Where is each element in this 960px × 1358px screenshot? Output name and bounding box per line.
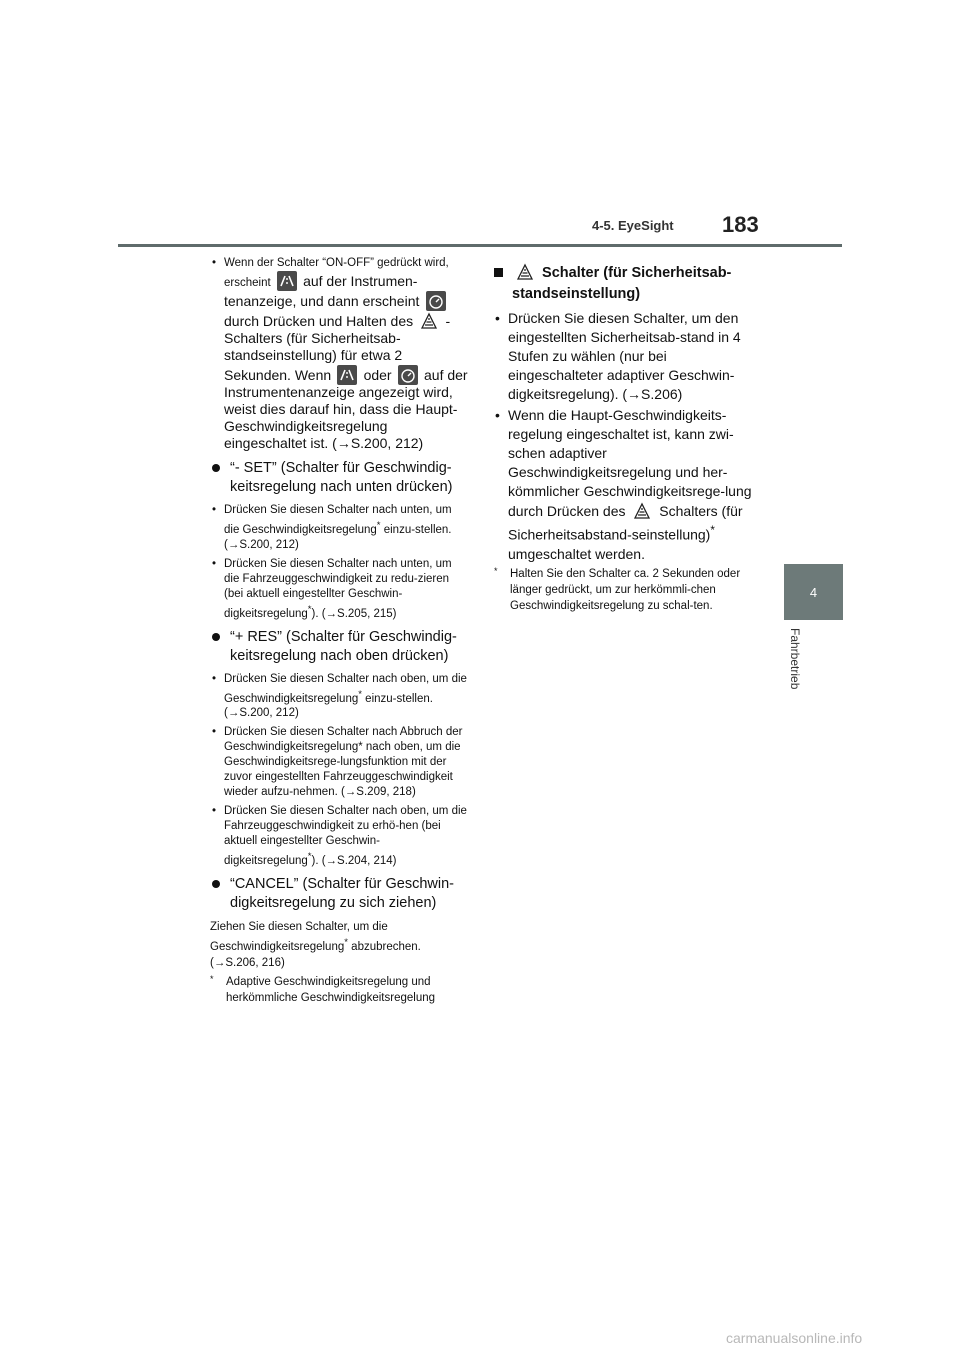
cruise-green-icon xyxy=(337,365,357,385)
bullet-set-1: • Drücken Sie diesen Schalter nach unten, um die Geschwindigkeitsregelung* einzu-stellen. (→S.200, 212) xyxy=(210,503,470,553)
heading-res: “+ RES” (Schalter für Geschwindig-keitsregelung nach oben drücken) xyxy=(210,628,470,666)
bullet-res-3: • Drücken Sie diesen Schalter nach oben, um die Fahrzeuggeschwindigkeit zu erhö-hen (bei aktuell eingestellter Geschwin-digkeitsregelung*). (→S.204, 214) xyxy=(210,804,470,869)
header-rule xyxy=(118,244,842,247)
distance-switch-icon xyxy=(632,501,652,521)
cruise-white-icon xyxy=(426,291,446,311)
watermark: carmanualsonline.info xyxy=(726,1330,863,1346)
bullet-distance-1: • Drücken Sie diesen Schalter, um den eingestellten Sicherheitsab-stand in 4 Stufen zu wählen (nur bei eingeschalteter adaptiver Geschwin-digkeitsregelung). (→S.206) xyxy=(494,309,756,404)
page-number: 183 xyxy=(722,212,759,237)
heading-set: “- SET” (Schalter für Geschwindig-keitsregelung nach unten drücken) xyxy=(210,459,470,497)
section-title: 4-5. EyeSight xyxy=(592,218,674,233)
distance-switch-heading: Schalter (für Sicherheitsab-standseinstellung) xyxy=(494,262,756,305)
distance-switch-icon xyxy=(419,311,439,331)
bullet-on-off: • Wenn der Schalter “ON-OFF” gedrückt wird, erscheint auf der Instrumen-tenanzeige, und dann erscheint durch Drücken und Halten des -Schalters (für Sicherheitsab-standseinstellung) für etwa 2 Sekunden. Wenn oder auf der Instrumentenanzeige angezeigt wird, weist dies darauf hin, dass die Haupt-Geschwindigkeitsregelung eingeschaltet ist. (→S.200, 212) xyxy=(210,256,470,453)
bullet-set-2: • Drücken Sie diesen Schalter nach unten, um die Fahrzeuggeschwindigkeit zu redu-zieren (bei aktuell eingestellter Geschwin-digkeitsregelung*). (→S.205, 215) xyxy=(210,557,470,622)
chapter-tab[interactable]: 4 xyxy=(784,564,843,620)
cruise-white-icon xyxy=(398,365,418,385)
right-column xyxy=(494,262,756,614)
left-footnote: * Adaptive Geschwindigkeitsregelung und herkömmliche Geschwindigkeitsregelung xyxy=(210,974,436,1005)
chapter-label: Fahrbetrieb xyxy=(788,628,802,690)
cruise-green-icon xyxy=(277,271,297,291)
bullet-distance-2: • Wenn die Haupt-Geschwindigkeits-regelung eingeschaltet ist, kann zwi-schen adaptiver Geschwindigkeitsregelung und her-kömmlicher Geschwindigkeitsrege-lung durch Drücken des Schalters (für Sicherheitsabstand-seinstellung)* umgeschaltet werden. xyxy=(494,406,756,564)
heading-cancel: “CANCEL” (Schalter für Geschwin-digkeitsregelung zu sich ziehen) xyxy=(210,875,470,913)
distance-switch-icon xyxy=(515,262,535,282)
right-footnote: * Halten Sie den Schalter ca. 2 Sekunden oder länger gedrückt, um zur herkömmli-chen Geschwindigkeitsregelung zu schal-ten. xyxy=(494,565,741,612)
left-column xyxy=(210,256,470,1006)
cancel-paragraph: Ziehen Sie diesen Schalter, um die Geschwindigkeitsregelung* abzubrechen. (→S.206, 216) xyxy=(210,921,421,970)
bullet-res-1: • Drücken Sie diesen Schalter nach oben, um die Geschwindigkeitsregelung* einzu-stellen. (→S.200, 212) xyxy=(210,672,470,722)
bullet-res-2: • Drücken Sie diesen Schalter nach Abbruch der Geschwindigkeitsregelung* nach oben, um die Geschwindigkeitsrege-lungsfunktion mit der zuvor eingestellten Fahrzeuggeschwindigkeit wieder aufzu-nehmen. (→S.209, 218) xyxy=(210,725,470,800)
